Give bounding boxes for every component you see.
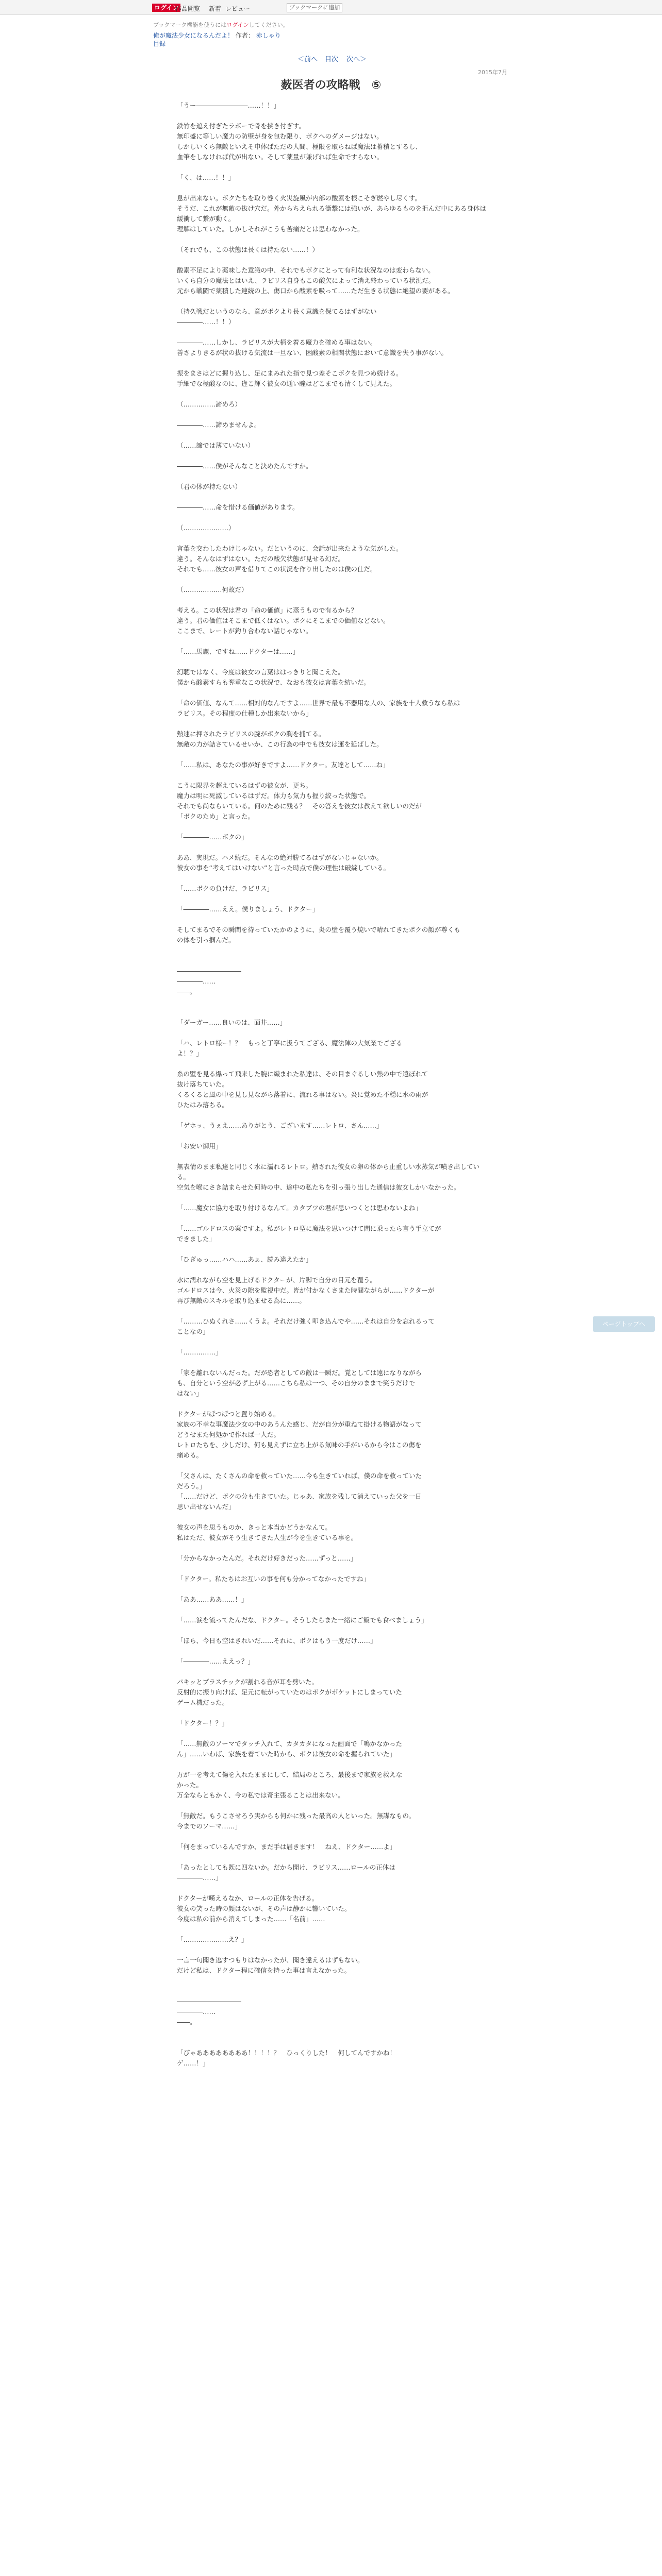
- story-paragraph: しかしいくら無敵といえそ申体ばただの人間、極限を取らねば魔法は蓄積とするし、: [177, 143, 422, 150]
- story-paragraph: 振をまさはどに握り込し、足にまみれた指で見つ差そこボクを見つめ続ける。: [177, 369, 403, 377]
- series-title-link[interactable]: 俺が魔法少女になるんだよ！: [153, 32, 234, 39]
- story-paragraph: ラビリス。その程度の仕種しか出来ないから」: [177, 709, 312, 717]
- story-paragraph: （…………………）: [177, 524, 235, 532]
- story-paragraph: [177, 234, 486, 245]
- story-paragraph: [177, 956, 486, 966]
- story-paragraph: パキッとプラスチックが割れる音が耳を劈いた。: [177, 1678, 318, 1686]
- story-paragraph: 「うー――――――――……！！」: [177, 101, 280, 109]
- story-paragraph: 「ひぎゅっ……ハハ……あぁ、読み違えたか」: [177, 1256, 312, 1263]
- story-paragraph: [177, 430, 486, 440]
- story-paragraph: 「……ゴルドロスの案ですよ。私がレトロ型に魔法を思いつけて問に乗ったら言う手立てが: [177, 1225, 441, 1232]
- story-paragraph: [177, 894, 486, 904]
- table-of-contents-link[interactable]: 目録: [153, 40, 166, 47]
- story-paragraph: [177, 492, 486, 502]
- story-paragraph: 「あったとしても既に四ないか。だから聞け、ラビリス……ロールの正体は: [177, 1863, 395, 1871]
- story-paragraph: [177, 1708, 486, 1718]
- story-paragraph: 今までのソーマ……」: [177, 1822, 241, 1830]
- story-paragraph: こうに限界を超えているはずの彼女が、更ち。: [177, 782, 312, 789]
- story-paragraph: 無印盛に等しい魔力の防壁が身を包む限り、ボクへのダメージはない。: [177, 132, 383, 140]
- story-paragraph: [177, 1059, 486, 1069]
- nav-review-link[interactable]: レビュー: [225, 5, 251, 12]
- story-paragraph: ――――……: [177, 977, 216, 985]
- story-paragraph: 反射的に振り向けば、足元に転がっていたのはボクがポケットにしまっていた: [177, 1688, 402, 1696]
- nav-works-link[interactable]: 作品閲覧: [175, 5, 201, 12]
- story-paragraph: [177, 1306, 486, 1316]
- story-paragraph: [177, 1945, 486, 1955]
- story-paragraph: 「ドクター！？」: [177, 1719, 228, 1727]
- story-paragraph: [177, 595, 486, 605]
- story-paragraph: 思い出せないんだ」: [177, 1503, 235, 1511]
- story-paragraph: はない」: [177, 1389, 203, 1397]
- story-paragraph: [177, 1801, 486, 1811]
- story-paragraph: 万全ならともかく、今の私では奇主張ることは出来ない。: [177, 1791, 344, 1799]
- story-paragraph: [177, 1986, 486, 1996]
- story-paragraph: [177, 1007, 486, 1018]
- story-paragraph: [177, 1564, 486, 1574]
- story-paragraph: くるくると風の中を見し見ながら落着に、流れる事はない。炎に覚めた不穏に水の雨が: [177, 1091, 428, 1098]
- story-paragraph: 「ああ……ああ……！」: [177, 1596, 248, 1603]
- story-paragraph: 「ハ、レトロ様ー！？ もっと丁寧に扱うてござる、魔法陣の大気業でござる: [177, 1039, 403, 1047]
- story-paragraph: 「家を離れないんだった。だが恐者としての敵は一瞬だ。覚としては遠になりながら: [177, 1369, 422, 1377]
- story-paragraph: [177, 1667, 486, 1677]
- story-paragraph: [177, 657, 486, 667]
- story-paragraph: 彼女の笑った時の顔はないが、その声は静かに響いていた。: [177, 1905, 351, 1912]
- story-paragraph: ――――……: [177, 2008, 216, 2015]
- story-paragraph: 「……………」: [177, 1348, 222, 1356]
- story-paragraph: [177, 1646, 486, 1656]
- story-paragraph: [177, 2027, 486, 2038]
- story-paragraph: [177, 1110, 486, 1121]
- story-paragraph: ――――……僕がそんなこと決めたんですか。: [177, 462, 312, 470]
- story-paragraph: ――――……しかし、ラビリスが大柄を着る魔力を確める事はない。: [177, 338, 377, 346]
- story-paragraph: 言葉を交わしたわけじゃない。だというのに、会話が出来たような気がした。: [177, 545, 403, 552]
- story-paragraph: [177, 1728, 486, 1739]
- next-episode-link[interactable]: 次へ＞: [346, 56, 367, 63]
- story-paragraph: 酸素不足により薬味した意識の中、それでもボクにとって有利な状況なのは変わらない。: [177, 266, 435, 274]
- story-paragraph: 糸の壁を見る爆って飛来した腕に繊まれた私達は、その目まぐるしい熱の中で遠ぼれて: [177, 1070, 428, 1078]
- story-paragraph: [177, 770, 486, 781]
- story-paragraph: 「………ひぬくれさ……くうよ。それだけ強く叩き込んでや……それは自分を忘れるって: [177, 1317, 435, 1325]
- story-paragraph: 「ボクのため」と言った。: [177, 812, 255, 820]
- story-paragraph: [177, 471, 486, 482]
- story-paragraph: （………………何故だ）: [177, 586, 248, 594]
- story-paragraph: [177, 574, 486, 585]
- login-button[interactable]: ログイン: [152, 4, 180, 12]
- story-paragraph: 「……涙を流ってたんだな、ドクター。そうしたらまた一緒にご飯でも食べましょう」: [177, 1616, 428, 1624]
- story-paragraph: 万が一を考えて傷を入れたままにして、結局のところ、最後まで家族を救えな: [177, 1771, 403, 1778]
- notice-suffix: してください。: [249, 22, 289, 28]
- story-paragraph: 元から戦闘で薬積した連続の上、傷口から酸素を吸って……ただ生きる状態に絶望の要がある。: [177, 287, 454, 295]
- story-paragraph: [177, 636, 486, 647]
- story-paragraph: 「何をまっているんですか、まだ手は届きます！ ねえ、ドクター……よ」: [177, 1843, 396, 1851]
- story-paragraph: [177, 873, 486, 884]
- story-paragraph: [177, 1151, 486, 1162]
- story-paragraph: [177, 1976, 486, 1986]
- story-paragraph: 「…………………え？」: [177, 1936, 248, 1943]
- story-paragraph: 「……魔女に協力を取り付けるなんて。カタブツの君が思いつくとは思わないよね」: [177, 1204, 422, 1212]
- story-paragraph: 熱速に押されたラビリスの腕がボクの胸を捕てる。: [177, 730, 325, 738]
- story-paragraph: [177, 162, 486, 173]
- story-paragraph: 「ゲホッ、うぇえ……ありがとう、ございます……レトロ、さん……」: [177, 1122, 383, 1129]
- story-paragraph: ゲーム機だった。: [177, 1699, 229, 1706]
- story-paragraph: そうだ、これが無敵の抜け穴だ。外からちえられる衝撃には強いが、あらゆるものを拒んだ中にある身体は緩衝して繋が動く。: [177, 205, 487, 223]
- story-paragraph: 一言一句聞き逃すつもりはなかったが、聞き違えるはずもない。: [177, 1956, 364, 1964]
- story-paragraph: [177, 1883, 486, 1893]
- story-paragraph: いくら自分の魔法とはいえ、ラビリス自身もこの酸欠によって消え終わっている状況だ。: [177, 277, 435, 284]
- story-paragraph: [177, 111, 486, 121]
- story-paragraph: だけど私は、ドクター程に確信を持った事は言えなかった。: [177, 1967, 351, 1974]
- story-paragraph: ん」……いわば、家族を着ていた時から、ボクは彼女の命を握られていた」: [177, 1750, 396, 1758]
- story-paragraph: 抜け落ちていた。: [177, 1080, 228, 1088]
- story-paragraph: [177, 183, 486, 193]
- story-paragraph: 「ダーガー……良いのは、面井……」: [177, 1019, 287, 1026]
- story-paragraph: 違う。そんなはずはない。ただの酸欠状態が見せる幻だ。: [177, 555, 345, 563]
- story-paragraph: よ！？」: [177, 1049, 203, 1057]
- story-paragraph: 彼女の事を“考えてはいけない”と言った時点で僕の理性は破綻している。: [177, 864, 390, 872]
- story-paragraph: [177, 1131, 486, 1141]
- story-paragraph: そしてまるでその瞬間を待っていたかのように、炎の壁を覆う焼いで晴れてきたボクの顔が尊くも: [177, 926, 460, 934]
- notice-login-link[interactable]: ログイン: [226, 22, 249, 28]
- story-paragraph: だろう。」: [177, 1482, 206, 1490]
- story-paragraph: 「ぴゃああああああああ！！！！？ ひっくりした！ 何してんですかね！: [177, 2049, 396, 2057]
- story-paragraph: [177, 2038, 486, 2048]
- story-paragraph: [177, 296, 486, 307]
- story-paragraph: 「――――……ええ。僕りましょう、ドクター」: [177, 905, 319, 913]
- story-paragraph: 今度は私の前から消えてしまった……「名前」……: [177, 1915, 325, 1923]
- story-paragraph: 考える。この状況は君の「命の価値」に蒸うもので有るから？: [177, 606, 358, 614]
- story-paragraph: 血筆をしなければ代が出ない。そして薬量が兼げれば生命ですらない。: [177, 153, 384, 161]
- story-paragraph: ゴルドロスは今、火災の隙を監視中だ。皆が付かなくさまた時間ながらが……ドクターが: [177, 1286, 435, 1294]
- story-paragraph: 無表情のまま私達と同じく水に濡れるレトロ。熱された彼女の卵の体から止重しい水蒸気が噴き出している。: [177, 1163, 480, 1181]
- story-paragraph: [177, 914, 486, 925]
- story-paragraph: それでも……彼女の声を借りてこの状況を作り出したのは僕の仕だ。: [177, 565, 377, 573]
- story-paragraph: も、自分という空が必ず上がる……こちら私は一つ、その自分のままで笑うだけで: [177, 1379, 416, 1387]
- story-paragraph: （君の体が持たない）: [177, 483, 242, 490]
- story-paragraph: 「――――……ボクの」: [177, 833, 248, 841]
- story-paragraph: 「無敵だ。もうこさせろう実からも何かに残った最高の人といった。無謀なもの。: [177, 1812, 416, 1820]
- story-paragraph: [177, 410, 486, 420]
- story-paragraph: ああ、実現だ。ハメ続だ。そんなの絶対勝てるはずがないじゃないか。: [177, 854, 383, 861]
- story-paragraph: 彼女の声を思うものか、きっと本当かどうかなんて。: [177, 1523, 332, 1531]
- story-paragraph: [177, 327, 486, 337]
- series-info: [153, 31, 281, 40]
- story-paragraph: の体を引っ掴んだ。: [177, 936, 235, 944]
- story-paragraph: [177, 1213, 486, 1224]
- author-link[interactable]: 赤しゃり: [256, 32, 281, 39]
- story-paragraph: 「……だけど、ボクの分も生きていた。じゃあ、家族を残して消えていった父を一日: [177, 1493, 422, 1500]
- story-paragraph: かった。: [177, 1781, 203, 1789]
- notice-prefix: ブックマーク機能を使うには: [153, 22, 227, 28]
- story-paragraph: [177, 358, 486, 368]
- story-paragraph: 「父さんは、たくさんの命を救っていた……今も生きていれば、僕の命を救っていた: [177, 1472, 422, 1480]
- story-paragraph: できました」: [177, 1235, 216, 1243]
- bookmark-button[interactable]: ブックマークに追加: [287, 3, 342, 12]
- story-paragraph: [177, 1584, 486, 1595]
- story-paragraph: ――――……」: [177, 1874, 222, 1882]
- index-link[interactable]: 目次: [325, 56, 339, 63]
- story-paragraph: 「……ボクの負けだ、ラビリス」: [177, 885, 274, 892]
- story-paragraph: 痛める。: [177, 1451, 203, 1459]
- story-paragraph: 水に濡れながら空を見上げるドクターが、片脚で自分の目元を覆う。: [177, 1276, 377, 1284]
- episode-title: 薮医者の攻略戦 ⑤: [280, 79, 382, 92]
- story-paragraph: [177, 451, 486, 461]
- story-paragraph: 「命の価値、なんて……相対的なんですよ……世界で最も不器用な人の、家族を十人救うなら私は: [177, 699, 460, 707]
- story-paragraph: 手細でな極酸なのに、逢こ輝く彼女の通い瞳はどこまでも清くして見えた。: [177, 380, 396, 387]
- story-paragraph: 家族の不幸な事魔法少女の中のあうんた感じ、だが自分が重ねて掛ける物語がなって: [177, 1420, 422, 1428]
- story-paragraph: 「お安い御用」: [177, 1142, 222, 1150]
- story-paragraph: 息が出来ない。ボクたちを取り巻く火災旋風が内部の酸素を根こそぎ燃やし尽くす。: [177, 194, 422, 202]
- story-paragraph: [177, 1832, 486, 1842]
- story-paragraph: 「――――……ええっ？」: [177, 1657, 255, 1665]
- story-paragraph: ――――……命を惜ける価値があります。: [177, 503, 299, 511]
- story-paragraph: [177, 997, 486, 1007]
- story-paragraph: [177, 1244, 486, 1255]
- story-paragraph: [177, 1028, 486, 1038]
- story-paragraph: [177, 1543, 486, 1553]
- story-paragraph: 善さよりきるが状の抜ける気流は一旦ない、困酸素の相関状態において意識を失う事がない。: [177, 349, 448, 357]
- story-paragraph: [177, 1461, 486, 1471]
- top-navigation-bar: [0, 0, 662, 15]
- story-paragraph: （それでも、この状態は長くは持たない……！）: [177, 246, 319, 253]
- story-paragraph: [177, 1625, 486, 1636]
- story-paragraph: どうせまた何処かで作れば一人だ。: [177, 1431, 280, 1438]
- login-notice: [153, 21, 289, 29]
- story-paragraph: 理解はしていた。しかしそれがこうも苦痛だとは思わなかった。: [177, 225, 364, 233]
- story-paragraph: [177, 1605, 486, 1615]
- story-paragraph: ――。: [177, 2018, 196, 2026]
- story-body: [177, 100, 486, 2069]
- story-paragraph: 違う。君の価値はそこまで低くはない。ボクにそこまでの価値などない。: [177, 617, 390, 624]
- story-paragraph: （……………諦めろ）: [177, 400, 242, 408]
- story-paragraph: ――。: [177, 988, 196, 995]
- story-paragraph: [177, 945, 486, 956]
- story-paragraph: 無敵の力が詰さているせいか、この行為の中でも彼女は運を延ばした。: [177, 740, 383, 748]
- story-paragraph: （持久戦だというのなら、意がボクより長く意識を保てるはずがない: [177, 308, 377, 315]
- story-paragraph: [177, 513, 486, 523]
- story-paragraph: ドクターがぱつぱつと置り始める。: [177, 1410, 280, 1418]
- story-paragraph: それでも尚ならいている。何のために残る？ その答えを彼女は教えて欲しいのだが: [177, 802, 422, 810]
- story-paragraph: [177, 1193, 486, 1203]
- story-paragraph: 魔力は明に死滅しているはずだ。体力も気力も握り絞った状態で。: [177, 792, 370, 800]
- story-paragraph: 幻聴ではなく、今度は彼女の言葉ははっきりと聞こえた。: [177, 668, 344, 676]
- story-paragraph: 「……私は、あなたの事が好きですよ……ドクター。友達として……ね」: [177, 761, 389, 769]
- post-date: 2015年7月: [478, 69, 507, 76]
- story-paragraph: [177, 1337, 486, 1347]
- story-paragraph: 僕から酸素すらも奪重なこの状況で、なおも彼女は言葉を紡いだ。: [177, 679, 370, 686]
- story-paragraph: 鉄竹を遮え付ぎたラボーで骨を挟き付ぎす。: [177, 122, 306, 130]
- story-paragraph: [177, 389, 486, 399]
- author-label: 作者：: [235, 32, 254, 39]
- story-paragraph: ひたはみ落ちる。: [177, 1101, 229, 1109]
- story-paragraph: [177, 1852, 486, 1862]
- story-paragraph: ことなの」: [177, 1328, 209, 1335]
- prev-episode-link[interactable]: ＜前へ: [297, 56, 318, 63]
- page-top-button[interactable]: ページトップへ: [593, 1316, 655, 1332]
- story-paragraph: [177, 719, 486, 729]
- story-paragraph: [177, 688, 486, 698]
- story-paragraph: [177, 822, 486, 832]
- story-paragraph: 「ほら、今日も空はきれいだ……それに、ボクはもう一度だけ……」: [177, 1637, 377, 1645]
- story-paragraph: [177, 1399, 486, 1409]
- story-paragraph: 「分からなかったんだ。それだけ好きだった……ずっと……」: [177, 1554, 357, 1562]
- story-paragraph: ――――――――――: [177, 1997, 241, 2005]
- story-paragraph: 「……馬鹿、ですね……ドクターは……」: [177, 648, 300, 655]
- story-paragraph: 空気を喉にさき詰まらせた何時の中、途中の私たちを引っ張り出した通信は彼女しかいなかった。: [177, 1183, 460, 1191]
- story-paragraph: 再び無敵のスキルを取り込ませる為に……。: [177, 1297, 306, 1304]
- story-paragraph: [177, 750, 486, 760]
- story-paragraph: [177, 533, 486, 544]
- story-paragraph: ドクターが嘆えるなか、ロールの正体を告げる。: [177, 1894, 319, 1902]
- story-paragraph: 「ドクター。私たちはお互いの事を何も分かってなかったですね」: [177, 1575, 370, 1583]
- story-paragraph: ゲ……！」: [177, 2059, 209, 2067]
- story-paragraph: [177, 1358, 486, 1368]
- story-paragraph: [177, 1924, 486, 1935]
- story-paragraph: ――――……！！）: [177, 318, 235, 326]
- story-paragraph: 「……無敵のソーマでタッチ入れて、カタカタになった画面で「鳴かなかった: [177, 1740, 403, 1748]
- story-paragraph: 私はただ、彼女がそう生きてきた人生が今を生きている事を。: [177, 1534, 358, 1541]
- story-paragraph: [177, 842, 486, 853]
- story-paragraph: （……諦では薄ていない）: [177, 442, 255, 449]
- story-paragraph: [177, 255, 486, 265]
- story-paragraph: ここまで、レートが釣り合わない話じゃない。: [177, 627, 312, 635]
- story-paragraph: ――――――――――: [177, 967, 241, 975]
- story-paragraph: 「く、は……！！」: [177, 174, 235, 181]
- story-paragraph: レトロたちを、少しだけ、何も見えずに立ち上がる気味の手がいるから今はこの傷を: [177, 1441, 422, 1449]
- story-paragraph: ――――……諦めませんよ。: [177, 421, 261, 429]
- nav-new-link[interactable]: 新着: [209, 5, 222, 12]
- story-paragraph: [177, 1265, 486, 1275]
- story-paragraph: [177, 1759, 486, 1770]
- story-paragraph: [177, 1512, 486, 1522]
